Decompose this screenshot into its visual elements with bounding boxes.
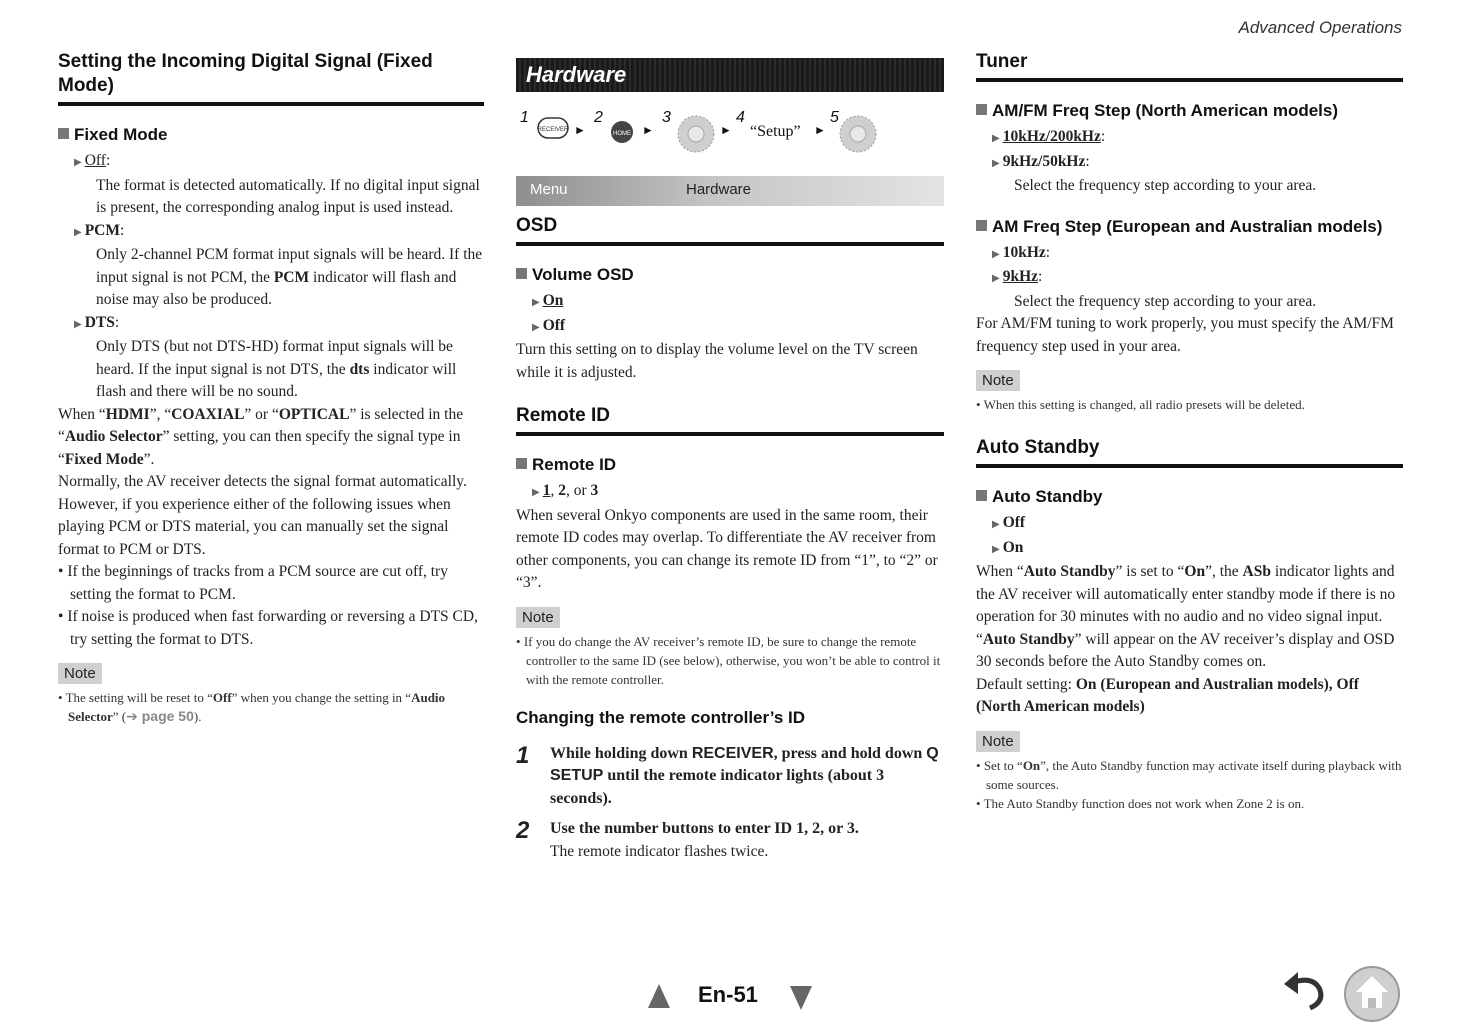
triangle-icon: ▶ — [74, 226, 82, 238]
note-item: • Set to “On”, the Auto Standby function may activate itself during playback with some sources. — [976, 757, 1402, 792]
section-title-remote-id: Remote ID — [516, 404, 944, 436]
changing-remote-id-title: Changing the remote controller’s ID — [516, 707, 806, 727]
triangle-icon: ▶ — [532, 321, 540, 333]
subsection-am-freq: AM Freq Step (European and Australian models) — [976, 216, 1403, 238]
bullet-item: • If the beginnings of tracks from a PCM source are cut off, try setting the format to PCM. — [58, 563, 448, 603]
arrow-icon: ► — [642, 123, 654, 137]
option-9khz: ▶ 9kHz: — [992, 268, 1043, 285]
subsection-auto-standby: Auto Standby — [976, 486, 1403, 508]
option-pcm: ▶ PCM: — [74, 221, 125, 239]
option-off: ▶ Off — [532, 316, 566, 334]
hardware-banner: Hardware — [516, 58, 944, 92]
note-item: • The Auto Standby function does not work when Zone 2 is on. — [976, 795, 1305, 811]
section-header: Advanced Operations — [1238, 18, 1402, 37]
menu-label: Menu — [530, 181, 568, 198]
enter-button-icon — [688, 126, 704, 142]
section-title-fixed-mode: Setting the Incoming Digital Signal (Fixed Mode) — [58, 50, 484, 106]
square-bullet-icon — [58, 128, 69, 139]
home-icon[interactable] — [1342, 964, 1402, 1024]
column-middle — [516, 50, 944, 863]
remote-id-desc: When several Onkyo components are used in the same room, their remote ID codes may overlap. To differentiate the AV receiver from other components, you can change its remote ID from “1”, to “2” or “3”. — [516, 506, 938, 591]
amfm-desc: Select the frequency step according to your area. — [1014, 177, 1317, 194]
paragraph-normally: Normally, the AV receiver detects the signal format automatically. However, if you experience either of the following issues when playing PCM or DTS material, you can manually set the signal format to PCM or DTS. — [58, 473, 467, 558]
enter-button-icon — [850, 126, 866, 142]
option-remote-id: ▶ 1, 2, or 3 — [532, 482, 599, 499]
volume-osd-desc: Turn this setting on to display the volume level on the TV screen while it is adjusted. — [516, 341, 918, 381]
option-dts: ▶ DTS: — [74, 313, 120, 331]
square-bullet-icon — [516, 458, 527, 469]
step-number: 2 — [594, 109, 603, 126]
paragraph-when-hdmi: When “HDMI”, “COAXIAL” or “OPTICAL” is selected in the “Audio Selector” setting, you can then specify the signal type in “Fixed Mode”. — [58, 405, 464, 468]
step-desc: The remote indicator flashes twice. — [550, 842, 769, 860]
option-10khz-200khz: ▶ 10kHz/200kHz: — [992, 128, 1106, 145]
menu-hardware-label: Hardware — [686, 181, 752, 198]
note-label: Note — [58, 663, 102, 684]
column-left — [58, 50, 484, 726]
section-title-osd: OSD — [516, 214, 944, 246]
square-bullet-icon — [976, 220, 987, 231]
triangle-icon: ▶ — [992, 133, 1000, 144]
triangle-icon: ▶ — [532, 297, 540, 308]
triangle-icon: ▶ — [992, 157, 1000, 169]
step-number: 1 — [516, 741, 530, 769]
square-bullet-icon — [516, 268, 527, 279]
auto-standby-default: Default setting: On (European and Australian models), Off (North American models) — [976, 675, 1359, 715]
step-number: 3 — [662, 109, 671, 126]
option-off-desc: The format is detected automatically. If no digital input signal is present, the corresponding analog input is used instead. — [96, 176, 480, 216]
option-dts-desc: Only DTS (but not DTS-HD) format input signals will be heard. If the input signal is not DTS, the dts indicator will flash and there will be no sound. — [96, 338, 457, 400]
triangle-icon: ▶ — [992, 248, 1000, 260]
tuner-paragraph: For AM/FM tuning to work properly, you must specify the AM/FM frequency step used in your area. — [976, 315, 1394, 355]
steps-graphic — [516, 104, 944, 168]
option-9khz-50khz: ▶ 9kHz/50kHz: — [992, 152, 1090, 170]
square-bullet-icon — [976, 490, 987, 501]
step-number: 2 — [516, 817, 530, 844]
home-button-label: HOME — [613, 131, 631, 137]
step-number: 4 — [736, 109, 745, 126]
subsection-remote-id: Remote ID — [516, 454, 944, 476]
am-desc: Select the frequency step according to your area. — [1014, 292, 1317, 310]
auto-standby-desc: When “Auto Standby” is set to “On”, the ASb indicator lights and the AV receiver will automatically enter standby mode if there is no operation for 30 minutes with no audio and no video signal input. — [976, 563, 1396, 625]
menu-breadcrumb — [516, 176, 944, 206]
subsection-amfm-freq: AM/FM Freq Step (North American models) — [976, 100, 1403, 122]
navigation-steps — [516, 104, 944, 168]
triangle-icon: ▶ — [992, 273, 1000, 284]
option-on: ▶ On — [532, 292, 564, 309]
triangle-icon: ▶ — [532, 487, 540, 498]
column-right — [976, 50, 1403, 813]
note-label: Note — [516, 607, 560, 628]
square-bullet-icon — [976, 104, 987, 115]
step-1 — [516, 743, 944, 811]
step-body — [550, 818, 859, 863]
triangle-icon: ▶ — [74, 318, 82, 330]
subsection-volume-osd: Volume OSD — [516, 264, 944, 286]
note-item: • If you do change the AV receiver’s remote ID, be sure to change the remote controller to the same ID (see below), otherwise, you won’t be able to control it with the remote controller. — [516, 633, 941, 687]
note-label: Note — [976, 731, 1020, 752]
section-title-tuner: Tuner — [976, 50, 1403, 82]
arrow-icon: ► — [574, 123, 586, 137]
step-number: 5 — [830, 109, 839, 126]
setup-label: “Setup” — [750, 123, 801, 140]
step-2 — [516, 818, 944, 863]
note-item: • When this setting is changed, all radio presets will be deleted. — [976, 397, 1305, 412]
note-item: • The setting will be reset to “Off” when you change the setting in “Audio Selector” (➔ page 50). — [58, 690, 446, 724]
previous-page-icon[interactable] — [646, 982, 672, 1010]
subsection-fixed-mode: Fixed Mode — [58, 124, 484, 146]
auto-standby-display: “Auto Standby” will appear on the AV receiver’s display and OSD 30 seconds before the Auto Standby comes on. — [976, 630, 1395, 670]
option-on: ▶ On — [992, 538, 1024, 556]
option-off: ▶ Off — [992, 514, 1026, 531]
step-text: While holding down RECEIVER, press and hold down Q SETUP until the remote indicator lights (about 3 seconds). — [550, 744, 939, 807]
triangle-icon: ▶ — [992, 543, 1000, 555]
page-link[interactable]: ➔ page 50 — [126, 708, 194, 724]
arrow-icon: ► — [814, 123, 826, 137]
page-number: En-51 — [698, 982, 758, 1007]
section-title-auto-standby: Auto Standby — [976, 436, 1403, 468]
arrow-icon: ► — [720, 123, 732, 137]
option-off: ▶ Off: — [74, 152, 111, 169]
step-number: 1 — [520, 109, 529, 126]
receiver-button-label: RECEIVER — [537, 127, 569, 133]
step-text: Use the number buttons to enter ID 1, 2, or 3. — [550, 820, 859, 837]
option-pcm-desc: Only 2-channel PCM format input signals will be heard. If the input signal is not PCM, the PCM indicator will flash and noise may also be produced. — [96, 246, 483, 308]
next-page-icon[interactable] — [788, 984, 814, 1012]
triangle-icon: ▶ — [74, 157, 82, 168]
option-10khz: ▶ 10kHz: — [992, 243, 1051, 261]
triangle-icon: ▶ — [992, 519, 1000, 530]
bullet-item: • If noise is produced when fast forwarding or reversing a DTS CD, try setting the format to DTS. — [58, 608, 478, 648]
back-arrow-icon[interactable] — [1280, 970, 1330, 1014]
note-label: Note — [976, 370, 1020, 391]
